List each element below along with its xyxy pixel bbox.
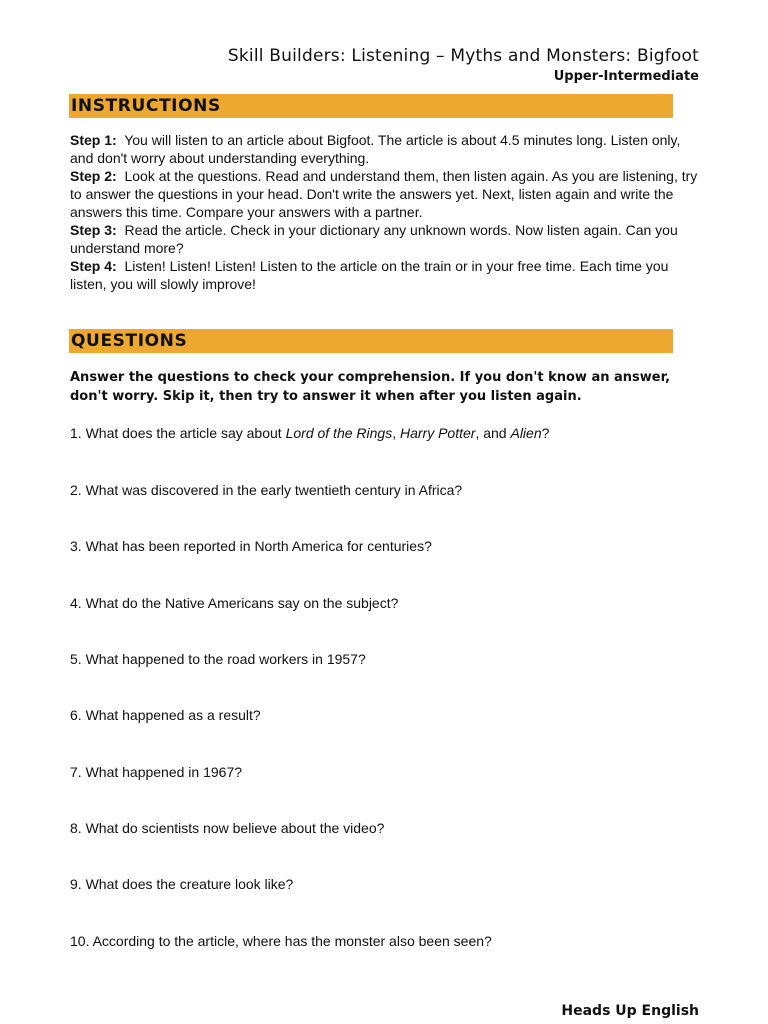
question-10: 10. According to the article, where has the monster also been seen? (70, 933, 492, 949)
q1-text-end: ? (541, 425, 550, 441)
question-8: 8. What do scientists now believe about the video? (70, 820, 385, 836)
question-3: 3. What has been reported in North America for centuries? (70, 538, 432, 554)
q1-title-lotr: Lord of the Rings (285, 425, 393, 441)
question-9: 9. What does the creature look like? (70, 876, 294, 892)
q1-title-alien: Alien (510, 425, 542, 441)
q1-text-start: 1. What does the article say about (70, 425, 286, 441)
instructions-header-bar (69, 94, 673, 118)
step-label: Step 2: (70, 168, 117, 184)
instructions-heading: INSTRUCTIONS (71, 96, 221, 116)
step-text: Look at the questions. Read and understand them, then listen again. As you are listening, try to answer the questions in your head. Don't write the answers yet. Next, listen again and write the answers this time. Compare your answers with a partner. (70, 168, 698, 220)
questions-header-bar (69, 329, 673, 353)
questions-heading: QUESTIONS (71, 331, 188, 351)
step-4 (70, 257, 700, 293)
question-4: 4. What do the Native Americans say on the subject? (70, 595, 399, 611)
step-label: Step 1: (70, 132, 117, 148)
step-text: Listen! Listen! Listen! Listen to the article on the train or in your free time. Each time you listen, you will slowly improve! (70, 258, 669, 292)
step-text: Read the article. Check in your dictionary any unknown words. Now listen again. Can you understand more? (70, 222, 678, 256)
publisher-footer: Heads Up English (561, 1003, 699, 1019)
q1-separator: , and (475, 425, 511, 441)
step-label: Step 4: (70, 258, 117, 274)
worksheet-title: Skill Builders: Listening – Myths and Monsters: Bigfoot (227, 46, 699, 66)
question-5: 5. What happened to the road workers in 1957? (70, 651, 366, 667)
question-2: 2. What was discovered in the early twentieth century in Africa? (70, 482, 463, 498)
step-2 (70, 167, 700, 221)
step-1 (70, 131, 700, 167)
q1-separator: , (392, 425, 400, 441)
question-1 (70, 424, 549, 442)
step-text: You will listen to an article about Bigfoot. The article is about 4.5 minutes long. Listen only, and don't worry about understanding everything. (70, 132, 681, 166)
question-7: 7. What happened in 1967? (70, 764, 243, 780)
step-3 (70, 221, 700, 257)
step-label: Step 3: (70, 222, 117, 238)
level-label: Upper-Intermediate (553, 69, 699, 84)
question-6: 6. What happened as a result? (70, 707, 261, 723)
q1-title-harry-potter: Harry Potter (399, 425, 476, 441)
instructions-steps (70, 131, 700, 293)
questions-prompt: Answer the questions to check your comprehension. If you don't know an answer, don't worry. Skip it, then try to answer it when after you listen again. (70, 370, 671, 404)
